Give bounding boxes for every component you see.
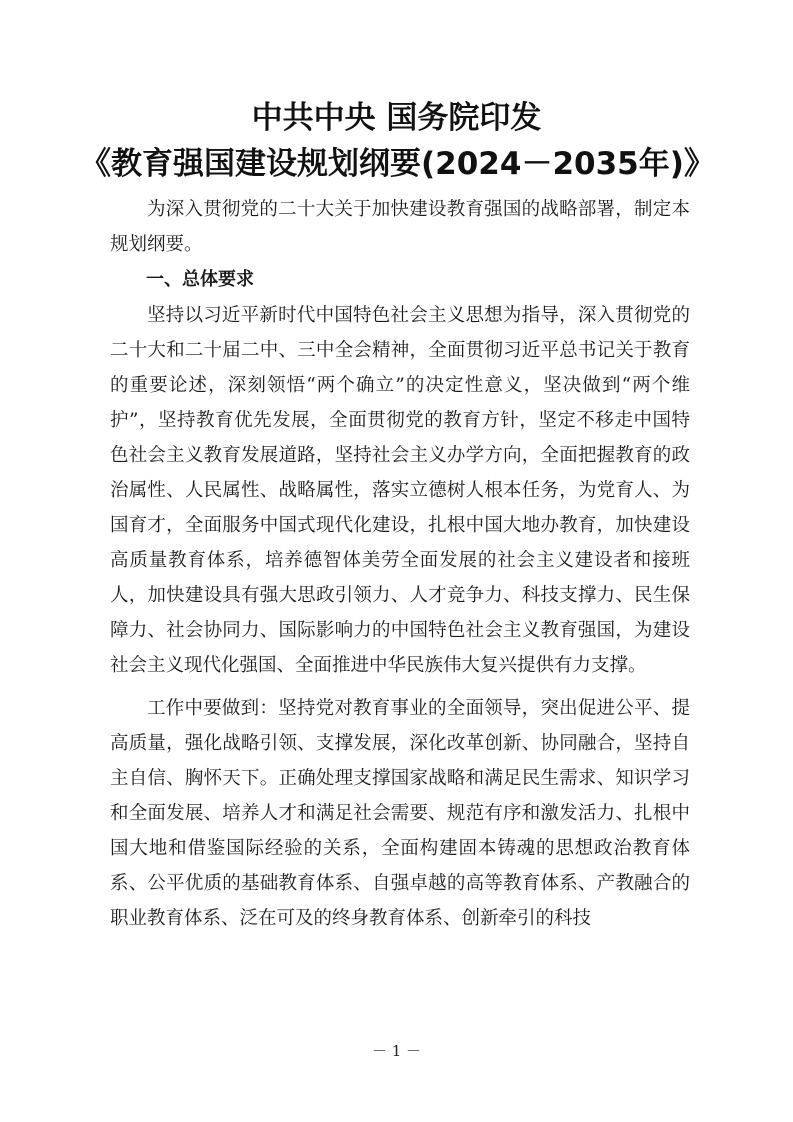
document-title-line-1: 中共中央 国务院印发 bbox=[251, 100, 542, 136]
document-title-line-2: 《教育强国建设规划纲要(2024－2035年)》 bbox=[80, 146, 715, 182]
document-body bbox=[110, 192, 690, 936]
body-paragraph-work-requirements: 工作中要做到：坚持党对教育事业的全面领导，突出促进公平、提高质量，强化战略引领、支撑发展，深化改革创新、协同融合，坚持自主自信、胸怀天下。正确处理支撑国家战略和满足民生需求、知识学习和全面发展、培养人才和满足社会需要、规范有序和激发活力、扎根中国大地和借鉴国际经验的关系，全面构建固本铸魂的思想政治教育体系、公平优质的基础教育体系、自强卓越的高等教育体系、产教融合的职业教育体系、泛在可及的终身教育体系、创新牵引的科技 bbox=[110, 698, 690, 929]
section-heading-general-requirements: 一、总体要求 bbox=[146, 269, 254, 290]
body-paragraph-guiding-principles: 坚持以习近平新时代中国特色社会主义思想为指导，深入贯彻党的二十大和二十届二中、三中全会精神，全面贯彻习近平总书记关于教育的重要论述，深刻领悟“两个确立”的决定性意义，坚决做到“两个维护”，坚持教育优先发展，全面贯彻党的教育方针，坚定不移走中国特色社会主义教育发展道路，坚持社会主义办学方向，全面把握教育的政治属性、人民属性、战略属性，落实立德树人根本任务，为党育人、为国育才，全面服务中国式现代化建设，扎根中国大地办教育，加快建设高质量教育体系，培养德智体美劳全面发展的社会主义建设者和接班人，加快建设具有强大思政引领力、人才竞争力、科技支撑力、民生保障力、社会协同力、国际影响力的中国特色社会主义教育强国，为建设社会主义现代化强国、全面推进中华民族伟大复兴提供有力支撑。 bbox=[110, 305, 690, 676]
paragraph-spacer bbox=[110, 683, 690, 691]
page-number: － 1 － bbox=[371, 1042, 422, 1060]
intro-paragraph: 为深入贯彻党的二十大关于加快建设教育强国的战略部署，制定本规划纲要。 bbox=[110, 199, 690, 255]
